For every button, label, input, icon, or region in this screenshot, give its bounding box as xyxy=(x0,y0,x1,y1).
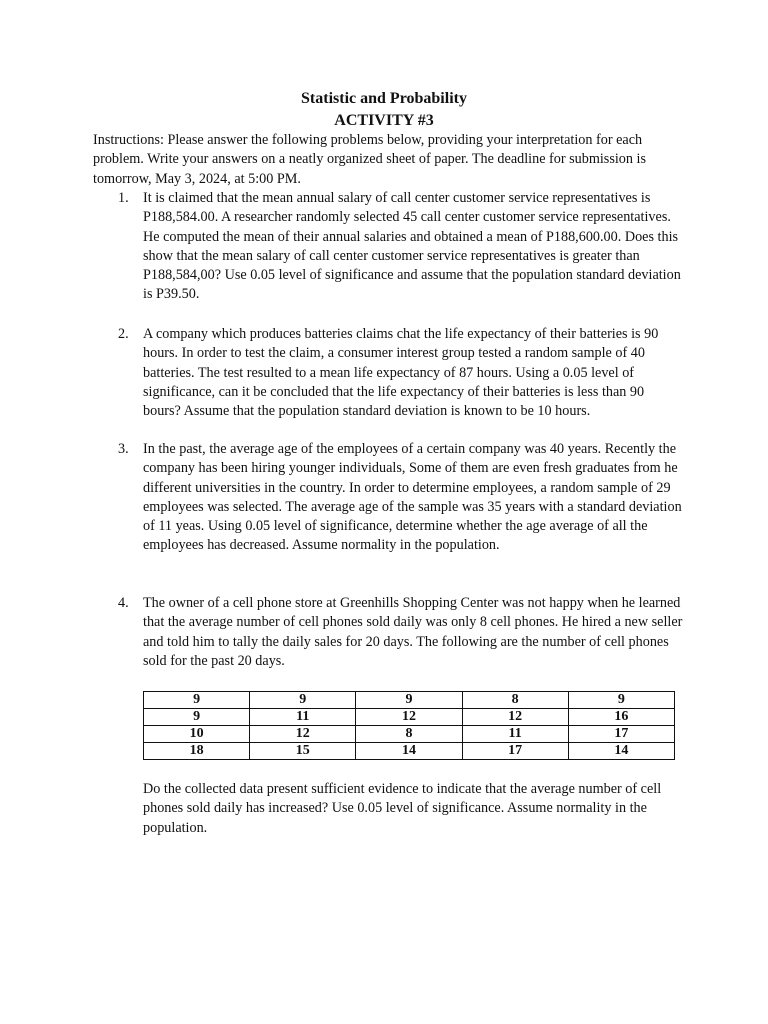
question-number: 4. xyxy=(118,595,129,611)
table-cell: 11 xyxy=(462,726,568,743)
question-4 xyxy=(118,594,683,671)
table-cell: 10 xyxy=(144,726,250,743)
table-cell: 17 xyxy=(568,726,674,743)
table-cell: 8 xyxy=(462,692,568,709)
table-cell: 17 xyxy=(462,743,568,760)
table-row xyxy=(144,692,675,709)
table-cell: 9 xyxy=(568,692,674,709)
document-title: Statistic and Probability xyxy=(301,90,467,107)
question-2 xyxy=(118,325,683,421)
question-number: 2. xyxy=(118,326,129,342)
table-cell: 9 xyxy=(356,692,462,709)
question-1 xyxy=(118,189,683,305)
table-cell: 9 xyxy=(144,692,250,709)
question-4-followup: Do the collected data present sufficient evidence to indicate that the average number of cell phones sold daily has increased? Use 0.05 level of significance. Assume normality in the population. xyxy=(143,781,662,836)
table-cell: 14 xyxy=(356,743,462,760)
table-row xyxy=(144,743,675,760)
table-cell: 12 xyxy=(250,726,356,743)
table-cell: 14 xyxy=(568,743,674,760)
question-text: A company which produces batteries claims chat the life expectancy of their batteries is 90 hours. In order to test the claim, a consumer interest group tested a random sample of 40 batteries. The test resulted to a mean life expectancy of 87 hours. Using a 0.05 level of significance, can it be concluded that the life expectancy of their batteries is less than 90 bours? Assume that the population standard deviation is known to be 10 hours. xyxy=(143,326,659,420)
question-text: It is claimed that the mean annual salary of call center customer service representatives is P188,584.00. A researcher randomly selected 45 call center customer service representatives. He computed the mean of their annual salaries and obtained a mean of P188,600.00. Does this show that the mean salary of call center customer service representatives is greater than P188,584,00? Use 0.05 level of significance and assume that the population standard deviation is P39.50. xyxy=(143,190,681,303)
table-cell: 11 xyxy=(250,709,356,726)
table-cell: 12 xyxy=(356,709,462,726)
question-text: The owner of a cell phone store at Greenhills Shopping Center was not happy when he learned that the average number of cell phones sold daily was only 8 cell phones. He hired a new seller and told him to tally the daily sales for 20 days. The following are the number of cell phones sold for the past 20 days. xyxy=(143,595,683,669)
instructions-paragraph: Instructions: Please answer the following problems below, providing your interpretation for each problem. Write your answers on a neatly organized sheet of paper. The deadline for submission is tomorrow, May 3, 2024, at 5:00 PM. xyxy=(93,132,646,187)
question-number: 1. xyxy=(118,190,129,206)
table-cell: 16 xyxy=(568,709,674,726)
activity-heading: ACTIVITY #3 xyxy=(334,112,434,129)
table-cell: 15 xyxy=(250,743,356,760)
table-row xyxy=(144,726,675,743)
table-cell: 8 xyxy=(356,726,462,743)
table-cell: 12 xyxy=(462,709,568,726)
table-cell: 9 xyxy=(144,709,250,726)
question-3 xyxy=(118,440,683,556)
table-row xyxy=(144,709,675,726)
table-cell: 9 xyxy=(250,692,356,709)
table-cell: 18 xyxy=(144,743,250,760)
question-text: In the past, the average age of the employees of a certain company was 40 years. Recently the company has been hiring younger individuals, Some of them are even fresh graduates from he different universities in the country. In order to determine employees, a random sample of 29 employees was selected. The average age of the sample was 35 years with a standard deviation of 11 yeas. Using 0.05 level of significance, determine whether the age average of all the employees has decreased. Assume normality in the population. xyxy=(143,441,682,554)
question-number: 3. xyxy=(118,441,129,457)
sales-data-table xyxy=(143,691,675,760)
